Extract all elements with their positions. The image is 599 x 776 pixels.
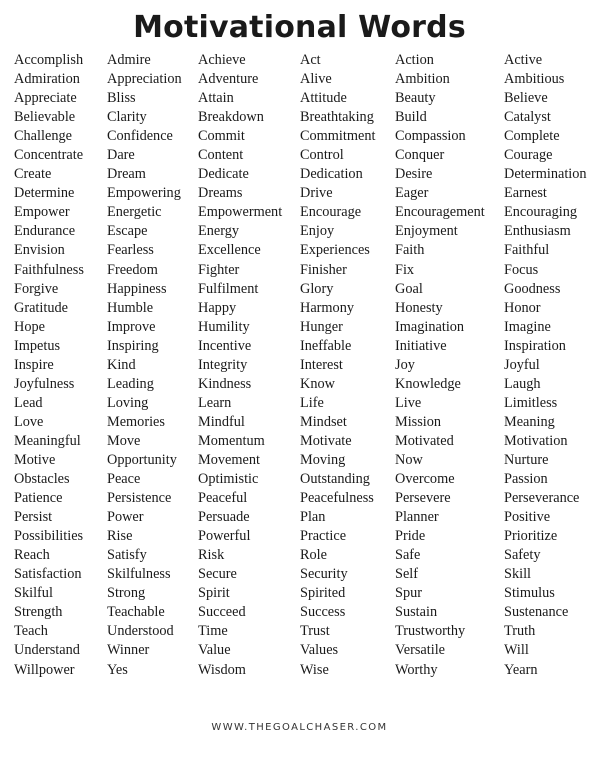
word-item: Compassion: [395, 128, 466, 145]
word-item: Peaceful: [198, 490, 248, 507]
word-item: Endurance: [14, 223, 76, 240]
word-item: Conquer: [395, 147, 445, 164]
word-item: Fighter: [198, 261, 240, 278]
word-item: Know: [300, 375, 335, 392]
word-item: Honesty: [395, 299, 443, 316]
word-item: Interest: [300, 356, 343, 373]
word-item: Risk: [198, 547, 225, 564]
word-item: Laugh: [504, 375, 541, 392]
word-item: Skilful: [14, 585, 53, 602]
word-item: Limitless: [504, 394, 558, 411]
word-item: Attain: [198, 90, 234, 107]
page-title: Motivational Words: [133, 10, 466, 45]
word-item: Peace: [107, 471, 141, 488]
word-item: Envision: [14, 242, 65, 259]
word-column-5: [395, 51, 485, 680]
word-item: Overcome: [395, 471, 455, 488]
word-item: Stimulus: [504, 585, 555, 602]
word-item: Security: [300, 566, 348, 583]
word-item: Joyful: [504, 356, 540, 373]
word-item: Loving: [107, 394, 149, 411]
word-column-2: [107, 51, 182, 680]
word-item: Faithful: [504, 242, 550, 259]
word-item: Drive: [300, 185, 333, 202]
word-grid: [0, 51, 599, 691]
word-item: Mindset: [300, 413, 347, 430]
word-item: Forgive: [14, 280, 59, 297]
word-item: Motivate: [300, 432, 352, 449]
word-item: Success: [300, 604, 346, 621]
word-item: Live: [395, 394, 422, 411]
word-item: Safe: [395, 547, 421, 564]
word-item: Outstanding: [300, 471, 370, 488]
word-item: Breathtaking: [300, 109, 374, 126]
word-item: Motivation: [504, 432, 568, 449]
word-item: Clarity: [107, 109, 147, 126]
word-item: Spirit: [198, 585, 230, 602]
word-column-3: [198, 51, 282, 680]
word-item: Goal: [395, 280, 423, 297]
word-item: Kind: [107, 356, 136, 373]
word-item: Dreams: [198, 185, 243, 202]
word-item: Accomplish: [14, 52, 84, 68]
word-item: Glory: [300, 280, 334, 297]
word-item: Encouragement: [395, 204, 485, 221]
word-item: Persevere: [395, 490, 451, 507]
word-item: Strong: [107, 585, 146, 602]
word-item: Ambition: [395, 71, 450, 88]
word-item: Inspire: [14, 356, 54, 373]
word-item: Imagination: [395, 318, 465, 335]
word-column-4: [300, 51, 375, 680]
word-item: Enthusiasm: [504, 223, 571, 240]
word-item: Fulfilment: [198, 280, 259, 297]
word-item: Positive: [504, 509, 551, 526]
word-item: Enjoyment: [395, 223, 458, 240]
word-item: Trust: [300, 623, 330, 640]
word-item: Alive: [300, 71, 332, 88]
word-item: Trustworthy: [395, 623, 466, 640]
word-column-6: [504, 51, 587, 680]
word-item: Believe: [504, 90, 548, 107]
word-item: Understand: [14, 642, 80, 659]
word-column-1: [14, 51, 84, 680]
word-item: Yearn: [504, 661, 538, 678]
word-item: Sustenance: [504, 604, 569, 621]
word-item: Desire: [395, 166, 433, 183]
word-item: Ineffable: [300, 337, 352, 354]
word-item: Incentive: [198, 337, 252, 354]
word-item: Action: [395, 52, 434, 68]
word-item: Admiration: [14, 71, 80, 88]
word-item: Self: [395, 566, 419, 583]
word-item: Encouraging: [504, 204, 578, 221]
word-item: Power: [107, 509, 144, 526]
word-item: Earnest: [504, 185, 547, 202]
word-item: Movement: [198, 451, 260, 468]
word-item: Determination: [504, 166, 587, 183]
word-item: Encourage: [300, 204, 362, 221]
word-item: Strength: [14, 604, 63, 621]
word-item: Honor: [504, 299, 541, 316]
word-item: Imagine: [504, 318, 551, 335]
word-item: Humility: [198, 318, 250, 335]
website-footer: WWW.THEGOALCHASER.COM: [211, 722, 388, 733]
word-item: Energy: [198, 223, 240, 240]
word-item: Dedicate: [198, 166, 249, 183]
word-item: Hope: [14, 318, 45, 335]
word-item: Empower: [14, 204, 70, 221]
word-item: Worthy: [395, 661, 438, 678]
word-item: Time: [198, 623, 228, 640]
word-item: Active: [504, 52, 543, 68]
word-item: Kindness: [198, 375, 252, 392]
word-item: Attitude: [300, 90, 347, 107]
word-item: Patience: [14, 490, 63, 507]
word-item: Hunger: [300, 318, 343, 335]
word-item: Goodness: [504, 280, 561, 297]
word-item: Peacefulness: [300, 490, 374, 507]
word-item: Complete: [504, 128, 560, 145]
word-item: Role: [300, 547, 328, 564]
word-item: Excellence: [198, 242, 261, 259]
word-item: Yes: [107, 661, 128, 678]
word-item: Optimistic: [198, 471, 259, 488]
word-item: Dare: [107, 147, 135, 164]
word-item: Practice: [300, 528, 347, 545]
word-item: Move: [107, 432, 141, 449]
word-item: Now: [395, 451, 423, 468]
word-item: Skill: [504, 566, 532, 583]
word-item: Willpower: [14, 661, 75, 678]
word-item: Content: [198, 147, 244, 164]
word-item: Joyfulness: [14, 375, 75, 392]
word-item: Skilfulness: [107, 566, 171, 583]
word-item: Persuade: [198, 509, 250, 526]
word-item: Knowledge: [395, 375, 461, 392]
word-item: Appreciation: [107, 71, 182, 88]
word-item: Plan: [300, 509, 326, 526]
word-item: Build: [395, 109, 427, 126]
word-item: Possibilities: [14, 528, 84, 545]
word-item: Reach: [14, 547, 50, 564]
word-item: Joy: [395, 356, 415, 373]
word-item: Dedication: [300, 166, 363, 183]
word-item: Powerful: [198, 528, 251, 545]
word-item: Satisfaction: [14, 566, 82, 583]
word-item: Enjoy: [300, 223, 335, 240]
word-item: Mission: [395, 413, 442, 430]
word-item: Wise: [300, 661, 329, 678]
word-item: Motivated: [395, 432, 454, 449]
word-item: Memories: [107, 413, 165, 430]
word-item: Initiative: [395, 337, 447, 354]
word-item: Determine: [14, 185, 75, 202]
word-item: Truth: [504, 623, 536, 640]
word-item: Adventure: [198, 71, 259, 88]
word-item: Learn: [198, 394, 232, 411]
word-item: Humble: [107, 299, 154, 316]
word-item: Admire: [107, 52, 151, 68]
word-item: Inspiring: [107, 337, 159, 354]
word-item: Bliss: [107, 90, 136, 107]
word-item: Sustain: [395, 604, 438, 621]
word-item: Teachable: [107, 604, 165, 621]
word-item: Happiness: [107, 280, 167, 297]
word-item: Commitment: [300, 128, 376, 145]
word-item: Believable: [14, 109, 76, 126]
word-item: Appreciate: [14, 90, 77, 107]
word-item: Inspiration: [504, 337, 566, 354]
word-item: Finisher: [300, 261, 347, 278]
word-item: Persist: [14, 509, 53, 526]
word-item: Planner: [395, 509, 439, 526]
word-item: Satisfy: [107, 547, 147, 564]
word-item: Create: [14, 166, 52, 183]
word-item: Concentrate: [14, 147, 84, 164]
word-item: Mindful: [198, 413, 245, 430]
word-item: Succeed: [198, 604, 246, 621]
word-item: Will: [504, 642, 529, 659]
word-item: Control: [300, 147, 344, 164]
word-item: Leading: [107, 375, 154, 392]
word-item: Challenge: [14, 128, 72, 145]
word-item: Prioritize: [504, 528, 558, 545]
word-item: Empowerment: [198, 204, 283, 221]
word-item: Act: [300, 52, 321, 68]
word-item: Breakdown: [198, 109, 264, 126]
word-item: Values: [300, 642, 339, 659]
word-item: Energetic: [107, 204, 162, 221]
word-item: Ambitious: [504, 71, 565, 88]
word-item: Happy: [198, 299, 237, 316]
word-item: Fix: [395, 261, 415, 278]
word-item: Life: [300, 394, 324, 411]
word-item: Fearless: [107, 242, 154, 259]
word-item: Meaning: [504, 413, 555, 430]
word-item: Achieve: [198, 52, 246, 68]
word-item: Commit: [198, 128, 245, 145]
word-item: Focus: [504, 261, 539, 278]
word-item: Spirited: [300, 585, 346, 602]
word-item: Experiences: [300, 242, 370, 259]
word-item: Passion: [504, 471, 548, 488]
word-item: Understood: [107, 623, 174, 640]
word-item: Harmony: [300, 299, 354, 316]
word-item: Gratitude: [14, 299, 68, 316]
word-item: Spur: [395, 585, 423, 602]
word-item: Motive: [14, 451, 56, 468]
word-item: Secure: [198, 566, 237, 583]
word-item: Impetus: [14, 337, 61, 354]
word-item: Improve: [107, 318, 156, 335]
word-item: Dream: [107, 166, 146, 183]
word-item: Versatile: [395, 642, 446, 659]
word-item: Moving: [300, 451, 346, 468]
word-item: Nurture: [504, 451, 549, 468]
word-item: Pride: [395, 528, 426, 545]
word-item: Momentum: [198, 432, 265, 449]
word-item: Safety: [504, 547, 541, 564]
word-item: Faithfulness: [14, 261, 84, 278]
word-item: Confidence: [107, 128, 173, 145]
word-item: Courage: [504, 147, 553, 164]
word-item: Obstacles: [14, 471, 70, 488]
word-item: Opportunity: [107, 451, 177, 468]
word-item: Empowering: [107, 185, 181, 202]
word-item: Integrity: [198, 356, 248, 373]
word-item: Wisdom: [198, 661, 246, 678]
word-item: Escape: [107, 223, 148, 240]
word-item: Catalyst: [504, 109, 551, 126]
word-item: Teach: [14, 623, 48, 640]
word-item: Meaningful: [14, 432, 81, 449]
word-item: Persistence: [107, 490, 172, 507]
word-item: Perseverance: [504, 490, 580, 507]
word-item: Winner: [107, 642, 150, 659]
word-item: Eager: [395, 185, 429, 202]
word-item: Freedom: [107, 261, 158, 278]
word-item: Lead: [14, 394, 43, 411]
word-item: Faith: [395, 242, 425, 259]
word-item: Love: [14, 413, 44, 430]
word-item: Value: [198, 642, 231, 659]
word-item: Beauty: [395, 90, 436, 107]
word-item: Rise: [107, 528, 133, 545]
